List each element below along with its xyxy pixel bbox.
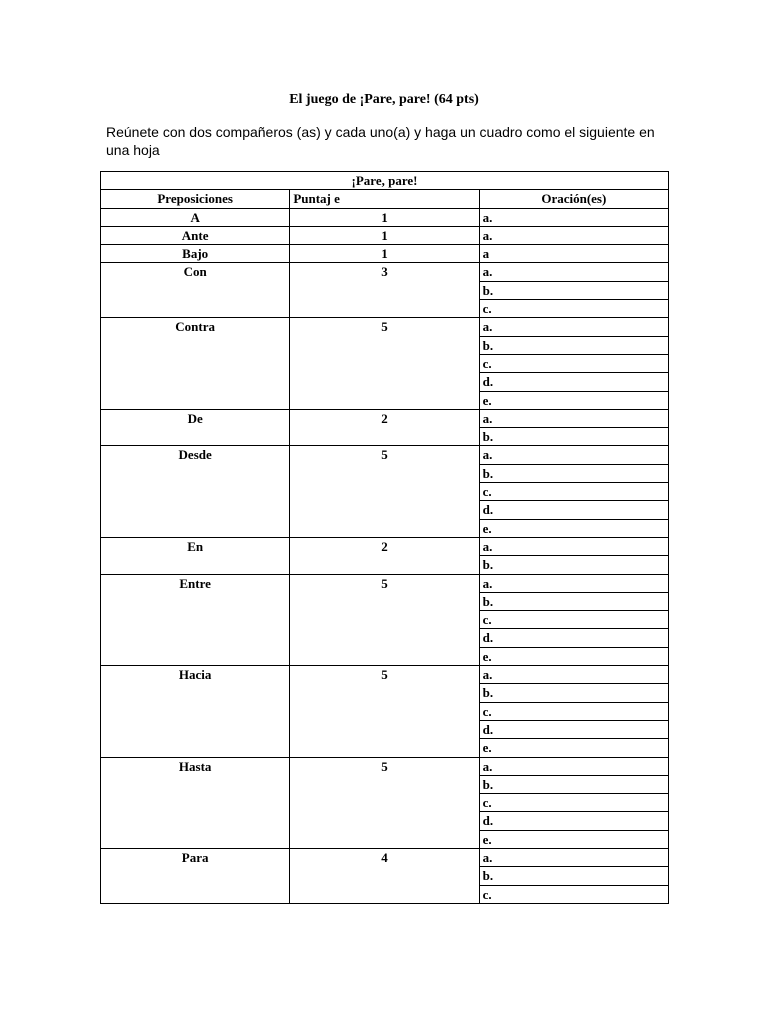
table-caption-row	[101, 172, 669, 190]
sentence-line-cell[interactable]: d.	[479, 629, 668, 647]
table-row	[101, 574, 669, 592]
table-row	[101, 226, 669, 244]
preposition-cell: Hacia	[101, 666, 290, 757]
header-sentences: Oración(es)	[479, 190, 668, 208]
table-row	[101, 208, 669, 226]
sentence-line-cell[interactable]: b.	[479, 775, 668, 793]
sentence-line-cell[interactable]: d.	[479, 812, 668, 830]
sentence-line-cell[interactable]: d.	[479, 501, 668, 519]
sentence-line-cell[interactable]: a.	[479, 848, 668, 866]
preposition-cell: De	[101, 409, 290, 446]
preposition-cell: Entre	[101, 574, 290, 665]
sentence-line-cell[interactable]: a.	[479, 757, 668, 775]
sentence-line-cell[interactable]: c.	[479, 354, 668, 372]
table-row	[101, 245, 669, 263]
preposition-cell: Bajo	[101, 245, 290, 263]
instructions-text: Reúnete con dos compañeros (as) y cada uno(a) y haga un cuadro como el siguiente en una hoja	[106, 124, 655, 158]
preposition-cell: Desde	[101, 446, 290, 537]
sentence-line-cell[interactable]: a.	[479, 574, 668, 592]
preposition-cell: Ante	[101, 226, 290, 244]
sentence-line-cell[interactable]: d.	[479, 373, 668, 391]
header-prepositions: Preposiciones	[101, 190, 290, 208]
table-caption: ¡Pare, pare!	[101, 172, 669, 190]
sentence-line-cell[interactable]: a.	[479, 666, 668, 684]
table-row	[101, 537, 669, 555]
preposition-cell: Con	[101, 263, 290, 318]
points-cell: 5	[290, 446, 479, 537]
sentence-line-cell[interactable]: b.	[479, 684, 668, 702]
sentence-line-cell[interactable]: a.	[479, 446, 668, 464]
table-body	[101, 208, 669, 903]
table-row	[101, 446, 669, 464]
sentence-line-cell[interactable]: b.	[479, 592, 668, 610]
sentence-line-cell[interactable]: b.	[479, 867, 668, 885]
sentence-line-cell[interactable]: c.	[479, 300, 668, 318]
table-row	[101, 318, 669, 336]
sentence-line-cell[interactable]: c.	[479, 611, 668, 629]
sentence-line-cell[interactable]: c.	[479, 702, 668, 720]
table-row	[101, 848, 669, 866]
sentence-line-cell[interactable]: c.	[479, 885, 668, 903]
points-cell: 3	[290, 263, 479, 318]
preposition-cell: Para	[101, 848, 290, 903]
sentence-line-cell[interactable]: a.	[479, 409, 668, 427]
points-cell: 5	[290, 666, 479, 757]
sentence-line-cell[interactable]: a	[479, 245, 668, 263]
sentence-line-cell[interactable]: b.	[479, 281, 668, 299]
preposition-cell: En	[101, 537, 290, 574]
points-cell: 2	[290, 537, 479, 574]
sentence-line-cell[interactable]: b.	[479, 428, 668, 446]
table-row	[101, 263, 669, 281]
sentence-line-cell[interactable]: a.	[479, 226, 668, 244]
prepositions-table	[100, 171, 669, 904]
sentence-line-cell[interactable]: e.	[479, 647, 668, 665]
sentence-line-cell[interactable]: b.	[479, 336, 668, 354]
table-row	[101, 757, 669, 775]
table-header-row	[101, 190, 669, 208]
sentence-line-cell[interactable]: c.	[479, 794, 668, 812]
preposition-cell: A	[101, 208, 290, 226]
sentence-line-cell[interactable]: c.	[479, 483, 668, 501]
sentence-line-cell[interactable]: e.	[479, 830, 668, 848]
header-points: Puntaj e	[290, 190, 479, 208]
points-cell: 1	[290, 208, 479, 226]
sentence-line-cell[interactable]: a.	[479, 263, 668, 281]
table-row	[101, 409, 669, 427]
points-cell: 1	[290, 226, 479, 244]
document-title: El juego de ¡Pare, pare! (64 pts)	[289, 92, 479, 107]
points-cell: 1	[290, 245, 479, 263]
table-row	[101, 666, 669, 684]
sentence-line-cell[interactable]: a.	[479, 318, 668, 336]
sentence-line-cell[interactable]: b.	[479, 556, 668, 574]
sentence-line-cell[interactable]: a.	[479, 208, 668, 226]
sentence-line-cell[interactable]: d.	[479, 720, 668, 738]
points-cell: 4	[290, 848, 479, 903]
sentence-line-cell[interactable]: e.	[479, 391, 668, 409]
sentence-line-cell[interactable]: a.	[479, 537, 668, 555]
preposition-cell: Contra	[101, 318, 290, 409]
sentence-line-cell[interactable]: e.	[479, 519, 668, 537]
sentence-line-cell[interactable]: b.	[479, 464, 668, 482]
sentence-line-cell[interactable]: e.	[479, 739, 668, 757]
points-cell: 5	[290, 318, 479, 409]
points-cell: 2	[290, 409, 479, 446]
preposition-cell: Hasta	[101, 757, 290, 848]
points-cell: 5	[290, 757, 479, 848]
points-cell: 5	[290, 574, 479, 665]
